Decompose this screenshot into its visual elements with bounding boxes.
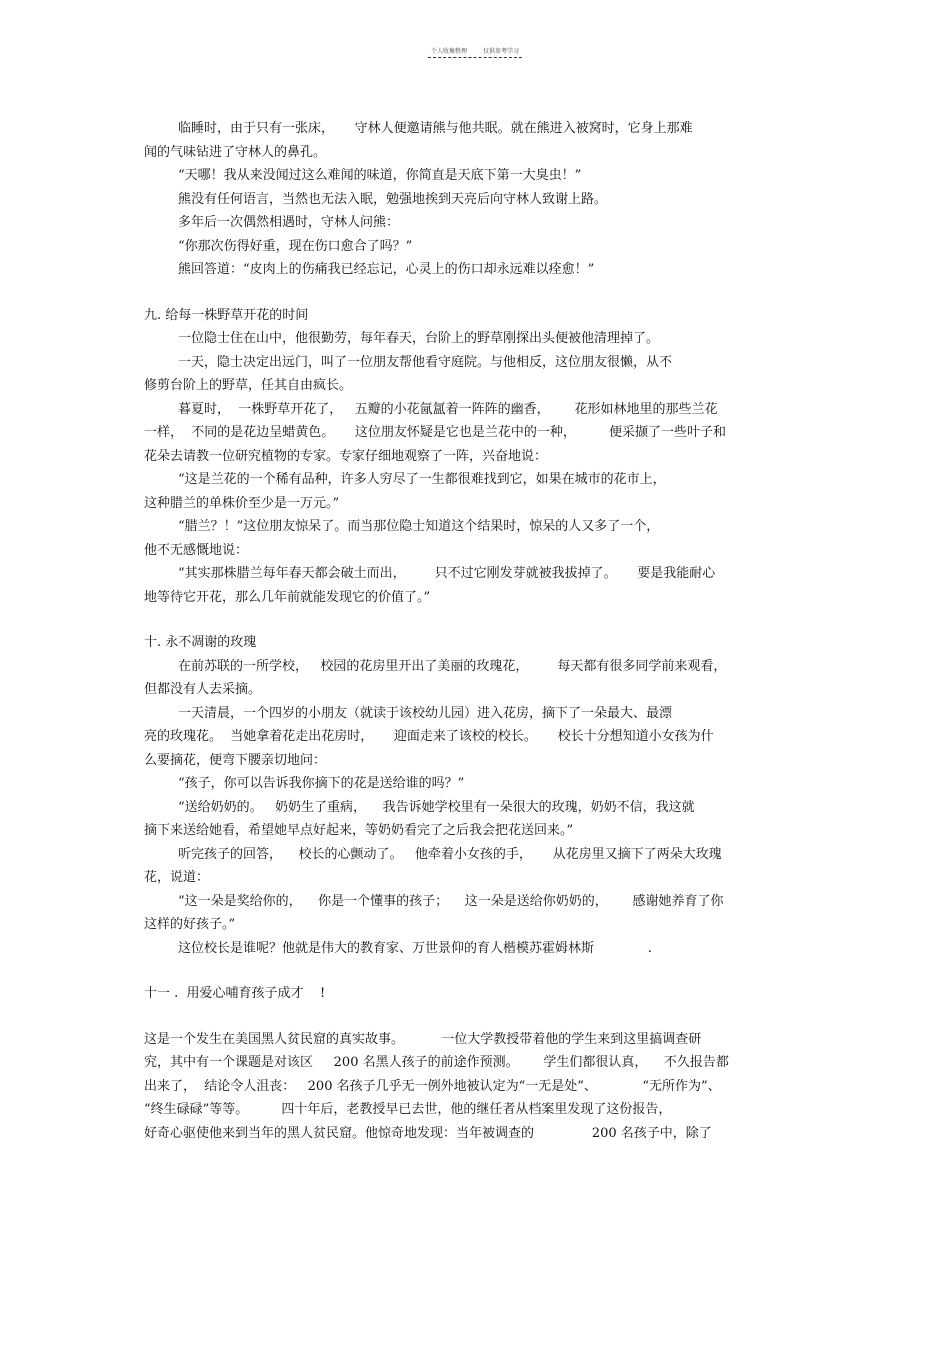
paragraph-line: 究，其中有一个课题是对该区 200 名黑人孩子的前途作预测。 学生们都很认真， 不久报告都 (144, 1055, 729, 1070)
page-header (0, 46, 950, 55)
paragraph-line: 这样的好孩子。” (144, 917, 236, 932)
paragraph-line: 摘下来送给她看，希望她早点好起来，等奶奶看完了之后我会把花送回来。” (144, 823, 574, 838)
paragraph-line: 亮的玫瑰花。 当她拿着花走出花房时， 迎面走来了该校的校长。 校长十分想知道小女孩为什 (144, 729, 714, 744)
paragraph-line: 花朵去请教一位研究植物的专家。专家仔细地观察了一阵，兴奋地说： (144, 448, 548, 464)
paragraph-line: 在前苏联的一所学校， 校园的花房里开出了美丽的玫瑰花， 每天都有很多同学前来观看， (178, 658, 727, 674)
paragraph-line: 临睡时，由于只有一张床， 守林人便邀请熊与他共眠。就在熊进入被窝时，它身上那难 (178, 121, 693, 136)
section-title: 十. 永不凋谢的玫瑰 (144, 635, 257, 650)
section-title: 九. 给每一株野草开花的时间 (144, 307, 309, 323)
paragraph-line: “这一朵是奖给你的， 你是一个懂事的孩子； 这一朵是送给你奶奶的， 感谢她养育了你 (178, 893, 724, 909)
section-title: 十一 . 用爱心哺育孩子成才 ! (144, 986, 326, 1001)
paragraph-line: 花，说道： (144, 870, 210, 885)
paragraph-line: 一天，隐士决定出远门，叫了一位朋友帮他看守庭院。与他相反，这位朋友很懒，从不 (178, 354, 673, 370)
paragraph-line: 暮夏时， 一株野草开花了， 五瓣的小花氤氲着一阵阵的幽香， 花形如林地里的那些兰花 (178, 401, 718, 417)
document-body (144, 117, 804, 1145)
paragraph-line: “其实那株腊兰每年春天都会破土而出， 只不过它刚发芽就被我拔掉了。 要是我能耐心 (178, 566, 716, 581)
paragraph-line: “腊兰？！”这位朋友惊呆了。而当那位隐士知道这个结果时，惊呆的人又多了一个， (178, 519, 660, 534)
paragraph-line: “天哪！我从来没闻过这么难闻的味道，你简直是天底下第一大臭虫！” (178, 168, 582, 183)
paragraph-line: 听完孩子的回答， 校长的心颤动了。 他牵着小女孩的手， 从花房里又摘下了两朵大玫瑰 (178, 846, 722, 862)
header-left-text: 个人收集整理 (431, 48, 468, 55)
paragraph-line: 一天清晨，一个四岁的小朋友（就读于该校幼儿园）进入花房，摘下了一朵最大、最漂 (178, 705, 673, 721)
paragraph-line: “这是兰花的一个稀有品种，许多人穷尽了一生都很难找到它，如果在城市的花市上， (178, 472, 666, 487)
paragraph-line: 这种腊兰的单株价至少是一万元。” (144, 495, 340, 511)
paragraph-line: 多年后一次偶然相遇时，守林人问熊： (178, 215, 400, 230)
paragraph-line: 闻的气味钻进了守林人的鼻孔。 (144, 144, 327, 160)
paragraph-line: 好奇心驱使他来到当年的黑人贫民窟。他惊奇地发现：当年被调查的 200 名孩子中，除了 (144, 1125, 712, 1141)
paragraph-line: 修剪台阶上的野草，任其自由疯长。 (144, 378, 353, 393)
paragraph-line: 这位校长是谁呢？他就是伟大的教育家、万世景仰的育人楷模苏霍姆林斯 . (178, 940, 652, 956)
header-divider (428, 57, 522, 58)
paragraph-line: 但都没有人去采摘。 (144, 682, 262, 697)
paragraph-line: 这是一个发生在美国黑人贫民窟的真实故事。 一位大学教授带着他的学生来到这里搞调查研 (144, 1031, 702, 1047)
paragraph-line: “你那次伤得好重，现在伤口愈合了吗？” (178, 238, 413, 254)
paragraph-line: 熊没有任何语言，当然也无法入眠，勉强地挨到天亮后向守林人致谢上路。 (178, 191, 608, 207)
paragraph-line: “终生碌碌”等等。 四十年后，老教授早已去世，他的继任者从档案里发现了这份报告， (144, 1102, 672, 1117)
paragraph-line: 地等待它开花，那么几年前就能发现它的价值了。” (144, 589, 431, 605)
header-right-text: 仅供参考学习 (482, 48, 519, 55)
paragraph-line: 么要摘花，便弯下腰亲切地问： (144, 752, 327, 768)
paragraph-line: 出来了， 结论令人沮丧： 200 名孩子几乎无一例外地被认定为“一无是处”、 “无所作为”、 (144, 1078, 721, 1094)
paragraph-line: 一位隐士住在山中，他很勤劳，每年春天，台阶上的野草刚探出头便被他清理掉了。 (178, 331, 660, 346)
paragraph-line: 他不无感慨地说： (144, 542, 249, 558)
paragraph-line: “送给奶奶的。 奶奶生了重病， 我告诉她学校里有一朵很大的玫瑰，奶奶不信，我这就 (178, 799, 695, 815)
paragraph-line: 一样， 不同的是花边呈蜡黄色。 这位朋友怀疑是它也是兰花中的一种， 便采撷了一些叶子和 (144, 425, 726, 440)
paragraph-line: “孩子，你可以告诉我你摘下的花是送给谁的吗？” (178, 776, 465, 791)
paragraph-line: 熊回答道：“皮肉上的伤痛我已经忘记，心灵上的伤口却永远难以痊愈！” (178, 262, 595, 277)
